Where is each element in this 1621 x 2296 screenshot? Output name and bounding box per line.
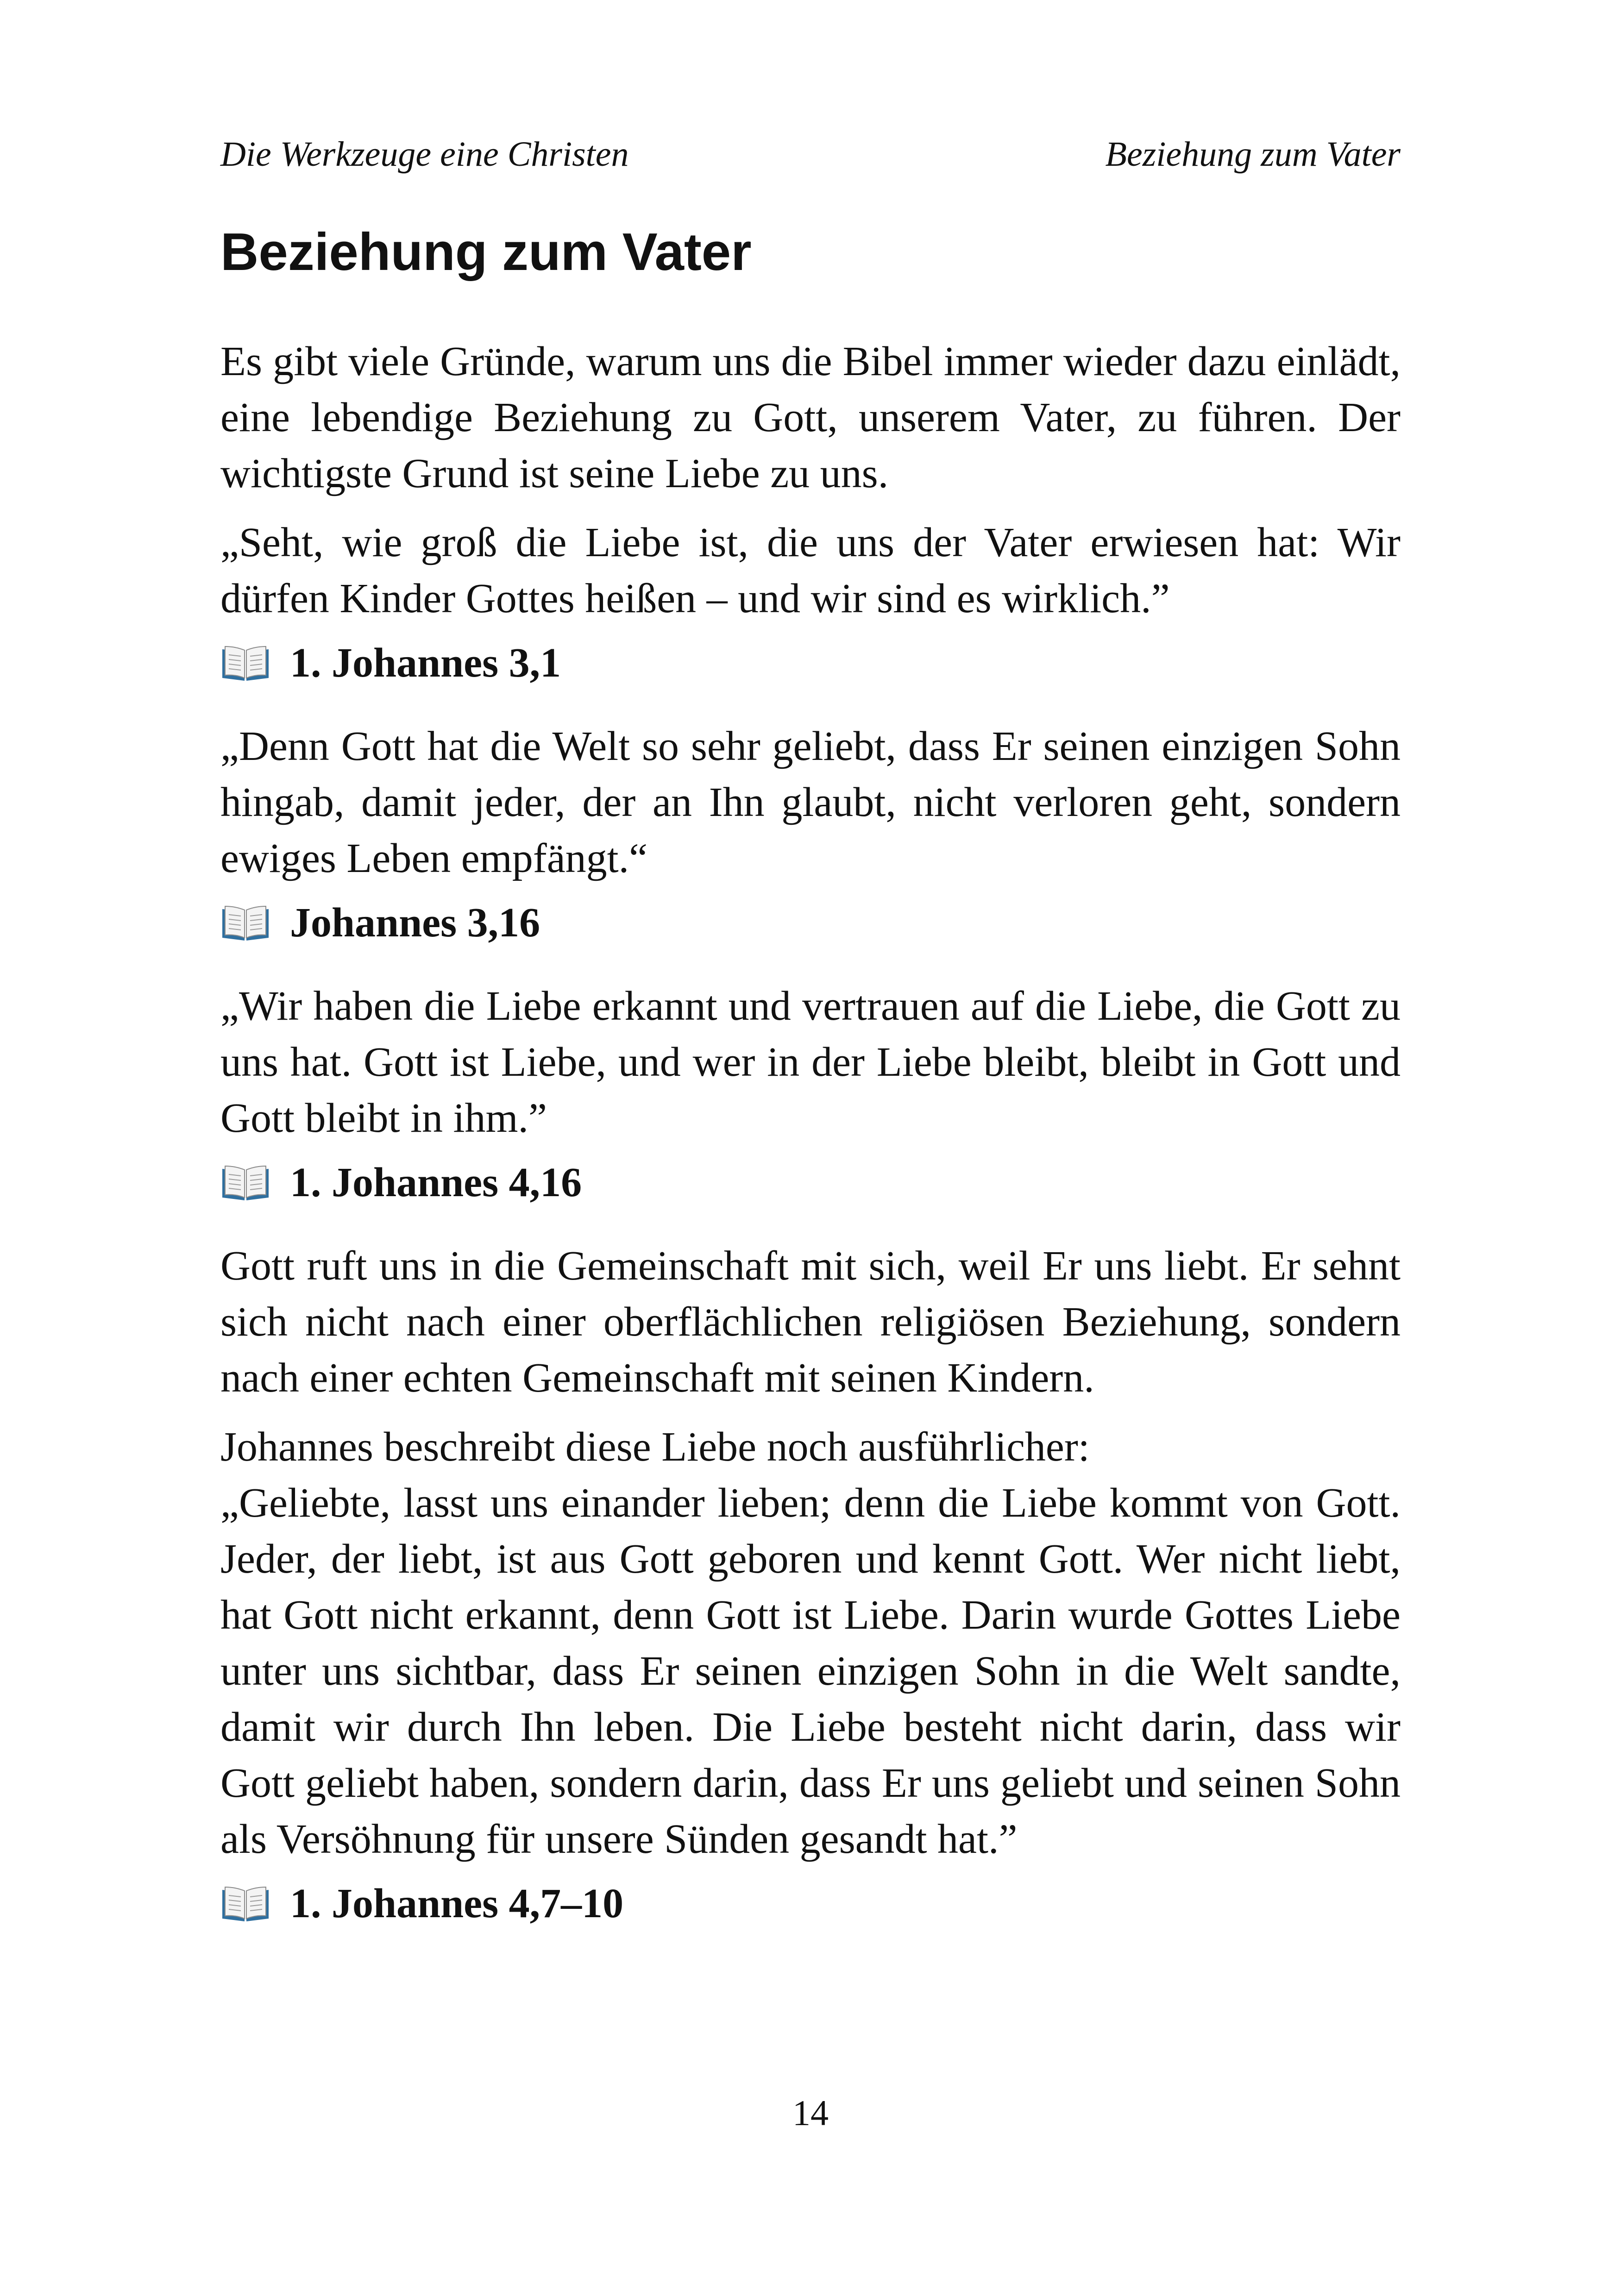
bible-reference-text: Johannes 3,16 (290, 900, 540, 946)
header-book-title: Die Werkzeuge eine Christen (220, 135, 629, 174)
bible-quote: „Geliebte, lasst uns einander lieben; denn die Liebe kommt von Gott. Jeder, der liebt, ist aus Gott geboren und kennt Gott. Wer nicht liebt, hat Gott nicht erkannt, denn Gott ist Liebe. Darin wurde Gottes Liebe unter uns sichtbar, dass Er seinen einzigen Sohn in die Welt sandte, damit wir durch Ihn leben. Die Liebe besteht nicht darin, dass wir Gott geliebt haben, sondern darin, dass Er uns geliebt und seinen Sohn als Versöhnung für unsere Sünden gesandt hat.” (220, 1480, 1401, 1862)
bible-reference-text: 1. Johannes 3,1 (290, 640, 561, 686)
bible-reference (220, 893, 1401, 953)
running-header (220, 129, 1401, 180)
open-book-icon (220, 1884, 270, 1923)
bible-quote: „Seht, wie groß die Liebe ist, die uns der Vater erwiesen hat: Wir dürfen Kinder Gottes heißen – und wir sind es wirklich.” (220, 520, 1401, 621)
bible-reference (220, 633, 1401, 693)
intro-paragraph: Es gibt viele Gründe, warum uns die Bibel immer wieder dazu einlädt, eine lebendige Beziehung zu Gott, unserem Vater, zu führen. Der wichtigste Grund ist seine Liebe zu uns. (220, 339, 1401, 496)
page-content (220, 333, 1401, 1959)
open-book-icon (220, 1163, 270, 1202)
bible-reference-text: 1. Johannes 4,16 (290, 1160, 582, 1205)
header-section-title: Beziehung zum Vater (1105, 135, 1401, 174)
page-number: 14 (792, 2093, 829, 2133)
bible-quote: „Wir haben die Liebe erkannt und vertrauen auf die Liebe, die Gott zu uns hat. Gott ist Liebe, und wer in der Liebe bleibt, bleibt in Gott und Gott bleibt in ihm.” (220, 983, 1401, 1141)
bible-quote: „Denn Gott hat die Welt so sehr geliebt, dass Er seinen einzigen Sohn hingab, damit jeder, der an Ihn glaubt, nicht verloren geht, sondern ewiges Leben empfängt.“ (220, 723, 1401, 881)
body-paragraph: Gott ruft uns in die Gemeinschaft mit sich, weil Er uns liebt. Er sehnt sich nicht nach einer oberflächlichen religiösen Beziehung, sondern nach einer echten Gemeinschaft mit seinen Kindern. (220, 1243, 1401, 1401)
bible-reference (220, 1874, 1401, 1934)
open-book-icon (220, 644, 270, 683)
body-paragraph: Johannes beschreibt diese Liebe noch ausführlicher: (220, 1424, 1090, 1470)
open-book-icon (220, 903, 270, 942)
chapter-title: Beziehung zum Vater (220, 223, 752, 282)
bible-reference-text: 1. Johannes 4,7–10 (290, 1881, 624, 1926)
bible-reference (220, 1153, 1401, 1213)
